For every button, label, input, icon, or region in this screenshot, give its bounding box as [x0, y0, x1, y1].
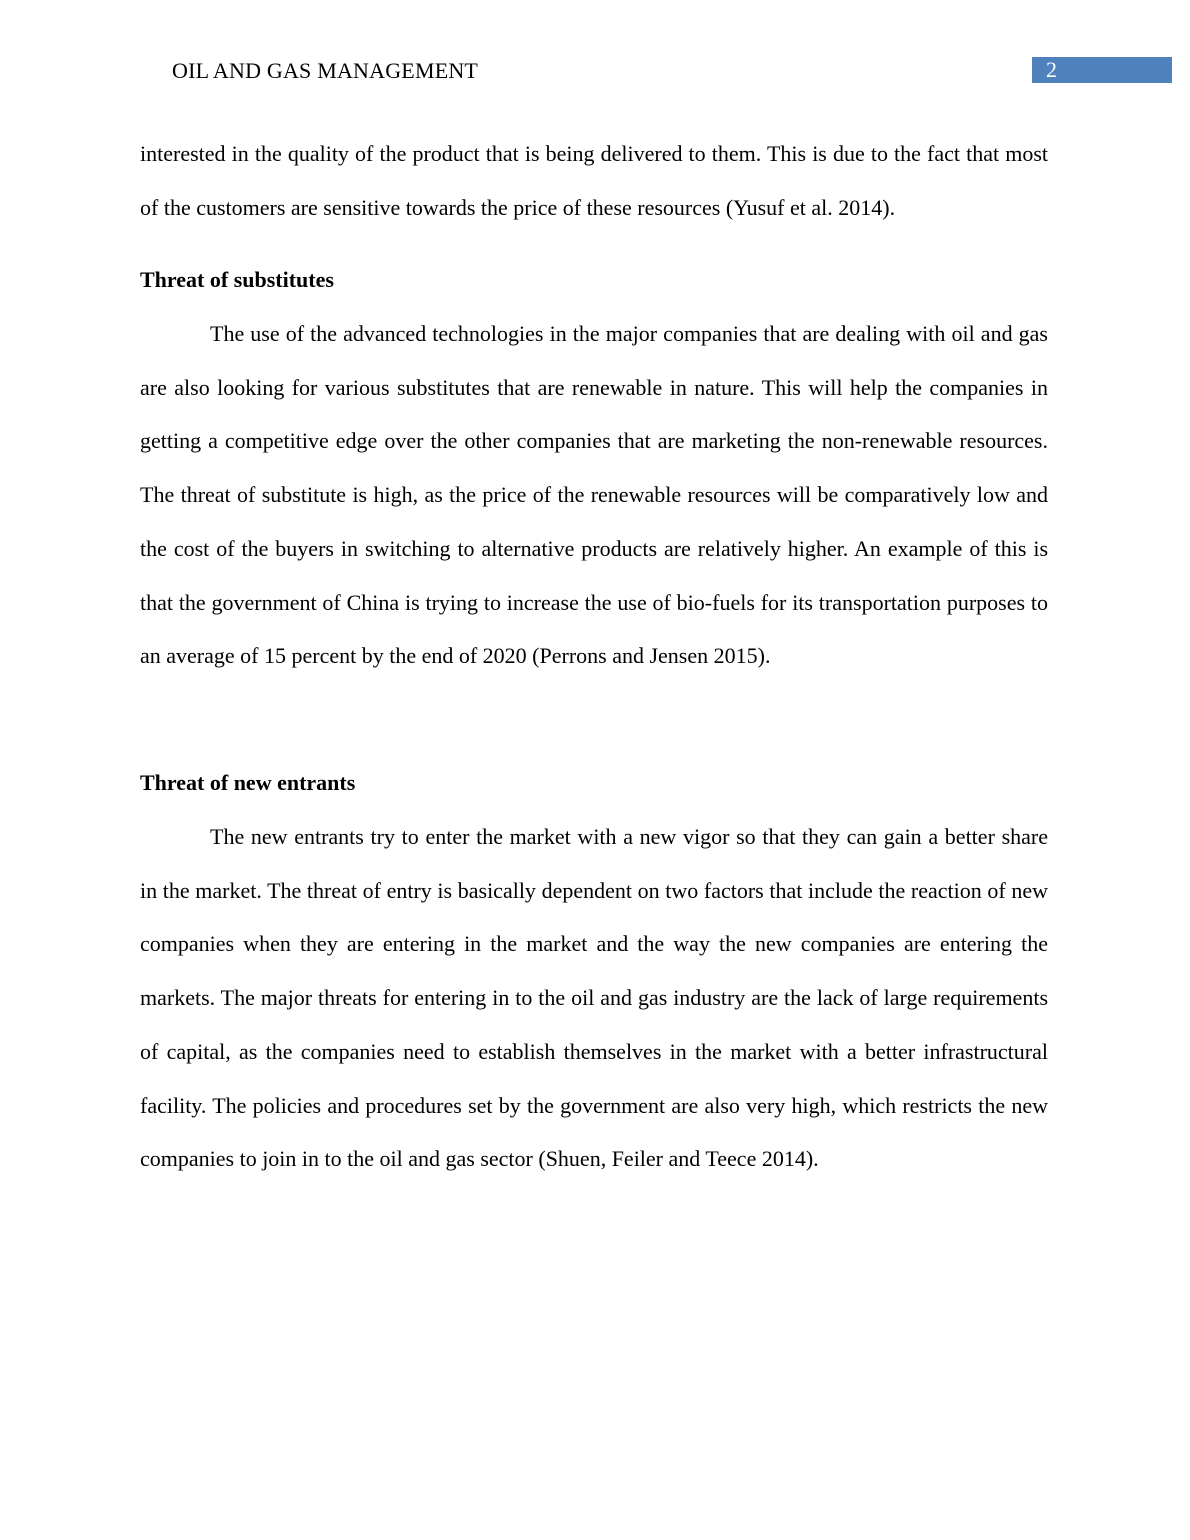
page-number-badge — [1032, 57, 1172, 83]
paragraph-new-entrants: The new entrants try to enter the market with a new vigor so that they can gain a better share in the market. The threat of entry is basically dependent on two factors that include the reaction of new companies when they are entering in the market and the way the new companies are entering the markets. The major threats for entering in to the oil and gas industry are the lack of large requirements of capital, as the companies need to establish themselves in the market with a better infrastructural facility. The policies and procedures set by the government are also very high, which restricts the new companies to join in to the oil and gas sector (Shuen, Feiler and Teece 2014). — [140, 824, 1048, 1172]
continuation-paragraph: interested in the quality of the product that is being delivered to them. This is due to the fact that most of the customers are sensitive towards the price of these resources (Yusuf et al. 2014). — [140, 141, 1048, 220]
section-heading-new-entrants: Threat of new entrants — [140, 770, 356, 795]
page-number: 2 — [1046, 57, 1057, 82]
paragraph-substitutes: The use of the advanced technologies in the major companies that are dealing with oil and gas are also looking for various substitutes that are renewable in nature. This will help the companies in getting a competitive edge over the other companies that are marketing the non-renewable resources. The threat of substitute is high, as the price of the renewable resources will be comparatively low and the cost of the buyers in switching to alternative products are relatively higher. An example of this is that the government of China is trying to increase the use of bio-fuels for its transportation purposes to an average of 15 percent by the end of 2020 (Perrons and Jensen 2015). — [140, 321, 1048, 669]
section-heading-substitutes: Threat of substitutes — [140, 267, 334, 292]
running-head: OIL AND GAS MANAGEMENT — [172, 58, 479, 83]
